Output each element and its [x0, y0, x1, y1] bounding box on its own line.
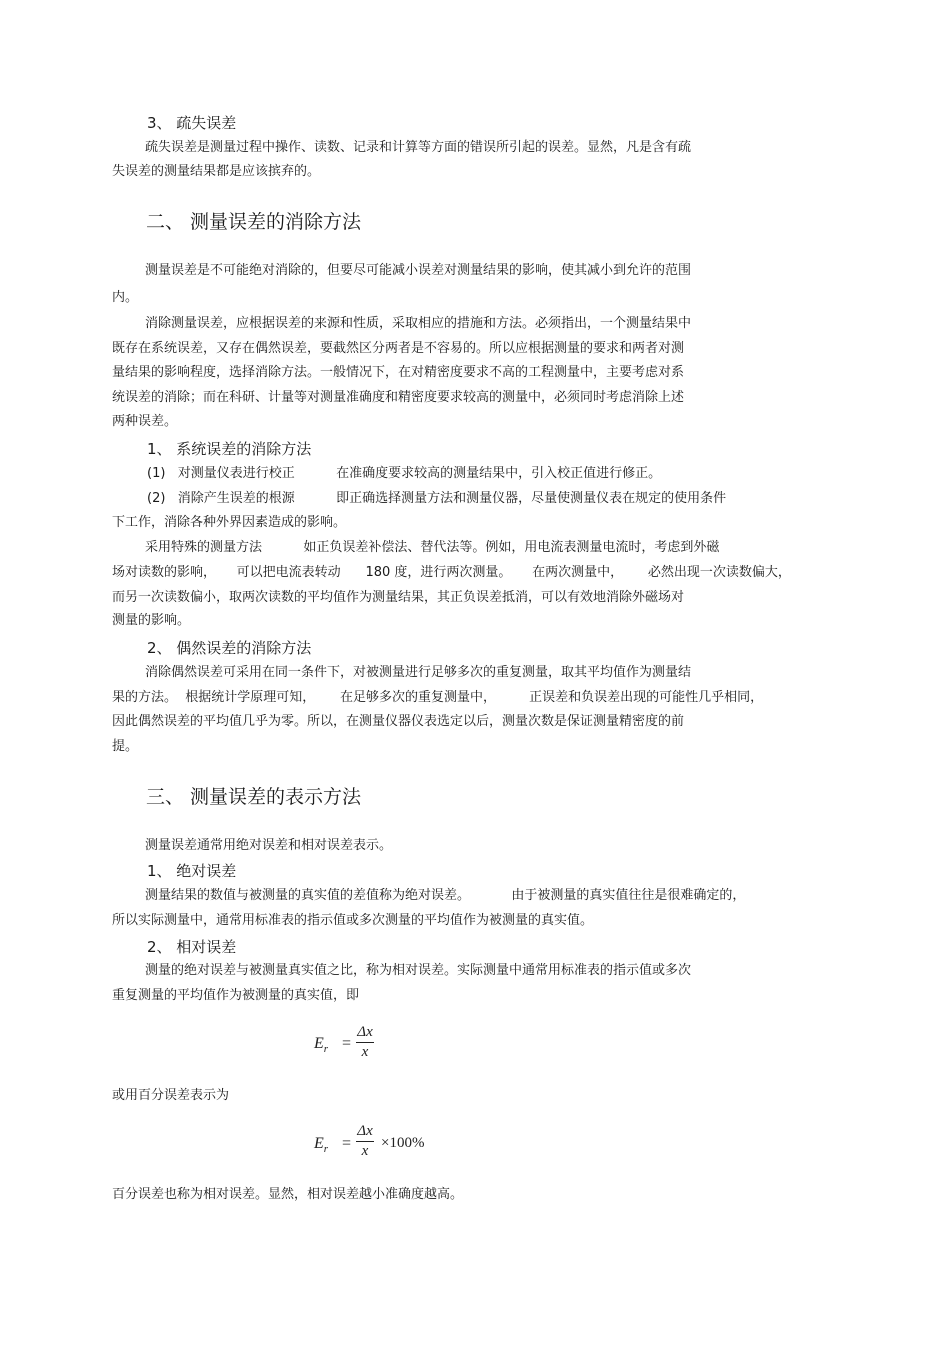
paragraph-line: 两种误差。 — [112, 414, 178, 429]
paragraph-line: 统误差的消除；而在科研、计量等对测量准确度和精密度要求较高的测量中，必须同时考虑消除上述 — [112, 390, 685, 405]
subheading-absolute-error: 1、 绝对误差 — [147, 862, 237, 880]
paragraph-line: 既存在系统误差，又存在偶然误差，要截然区分两者是不容易的。所以应根据测量的要求和两者对测 — [112, 341, 685, 356]
section-heading-elimination: 二、 测量误差的消除方法 — [146, 211, 362, 233]
paragraph-line: 提。 — [112, 739, 139, 754]
denominator: x — [361, 1044, 369, 1060]
paragraph-line: 疏失误差是测量过程中操作、读数、记录和计算等方面的错误所引起的误差。显然，凡是含有疏 — [145, 140, 692, 155]
paragraph-line: 下工作，消除各种外界因素造成的影响。 — [112, 515, 347, 530]
paragraph-line: 因此偶然误差的平均值几乎为零。所以，在测量仪器仪表选定以后，测量次数是保证测量精密度的前 — [112, 714, 685, 729]
paragraph-line: 采用特殊的测量方法 如正负误差补偿法、替代法等。例如，用电流表测量电流时，考虑到外磁 — [145, 540, 720, 555]
paragraph-line: 所以实际测量中，通常用标准表的指示值或多次测量的平均值作为被测量的真实值。 — [112, 913, 594, 928]
numerator: Δx — [357, 1123, 373, 1139]
paragraph-line: 场对读数的影响， 可以把电流表转动 180 度，进行两次测量。 在两次测量中， 必然出现一次读数偏大， — [112, 565, 791, 580]
paragraph-line: 测量的影响。 — [112, 613, 191, 628]
denominator: x — [361, 1143, 369, 1159]
numerator: Δx — [357, 1024, 373, 1040]
subheading-gross-error: 3、 疏失误差 — [147, 114, 237, 132]
paragraph-line: 重复测量的平均值作为被测量的真实值，即 — [112, 988, 360, 1003]
paragraph-line: 测量误差是不可能绝对消除的，但要尽可能减小误差对测量结果的影响，使其减小到允许的范围 — [145, 263, 692, 278]
fraction-bar — [356, 1042, 374, 1043]
subheading-random-error: 2、 偶然误差的消除方法 — [147, 639, 312, 657]
list-item: (1) 对测量仪表进行校正 在准确度要求较高的测量结果中，引入校正值进行修正。 — [147, 466, 662, 481]
paragraph-line: 消除偶然误差可采用在同一条件下，对被测量进行足够多次的重复测量，取其平均值作为测量结 — [145, 665, 692, 680]
fraction-bar — [356, 1141, 374, 1142]
section-heading-representation: 三、 测量误差的表示方法 — [146, 786, 362, 808]
paragraph-line: 百分误差也称为相对误差。显然，相对误差越小准确度越高。 — [112, 1187, 464, 1202]
paragraph-line: 果的方法。 根据统计学原理可知， 在足够多次的重复测量中， 正误差和负误差出现的可能性几乎相同， — [112, 690, 764, 705]
paragraph-line: 失误差的测量结果都是应该摈弃的。 — [112, 164, 321, 179]
paragraph-line: 消除测量误差，应根据误差的来源和性质，采取相应的措施和方法。必须指出，一个测量结果中 — [145, 316, 692, 331]
paragraph-line: 测量误差通常用绝对误差和相对误差表示。 — [145, 838, 393, 853]
paragraph-line: 或用百分误差表示为 — [112, 1088, 230, 1103]
paragraph-line: 测量结果的数值与被测量的真实值的差值称为绝对误差。 由于被测量的真实值往往是很难确定的， — [145, 888, 746, 903]
paragraph-line: 量结果的影响程度，选择消除方法。一般情况下，在对精密度要求不高的工程测量中，主要考虑对系 — [112, 365, 685, 380]
list-item: (2) 消除产生误差的根源 即正确选择测量方法和测量仪器，尽量使测量仪表在规定的使用条件 — [147, 491, 727, 506]
paragraph-line: 而另一次读数偏小，取两次读数的平均值作为测量结果，其正负误差抵消，可以有效地消除外磁场对 — [112, 590, 685, 605]
subheading-systematic-error: 1、 系统误差的消除方法 — [147, 440, 312, 458]
paragraph-line: 内。 — [112, 290, 139, 305]
paragraph-line: 测量的绝对误差与被测量真实值之比，称为相对误差。实际测量中通常用标准表的指示值或多次 — [145, 963, 692, 978]
subheading-relative-error: 2、 相对误差 — [147, 938, 237, 956]
